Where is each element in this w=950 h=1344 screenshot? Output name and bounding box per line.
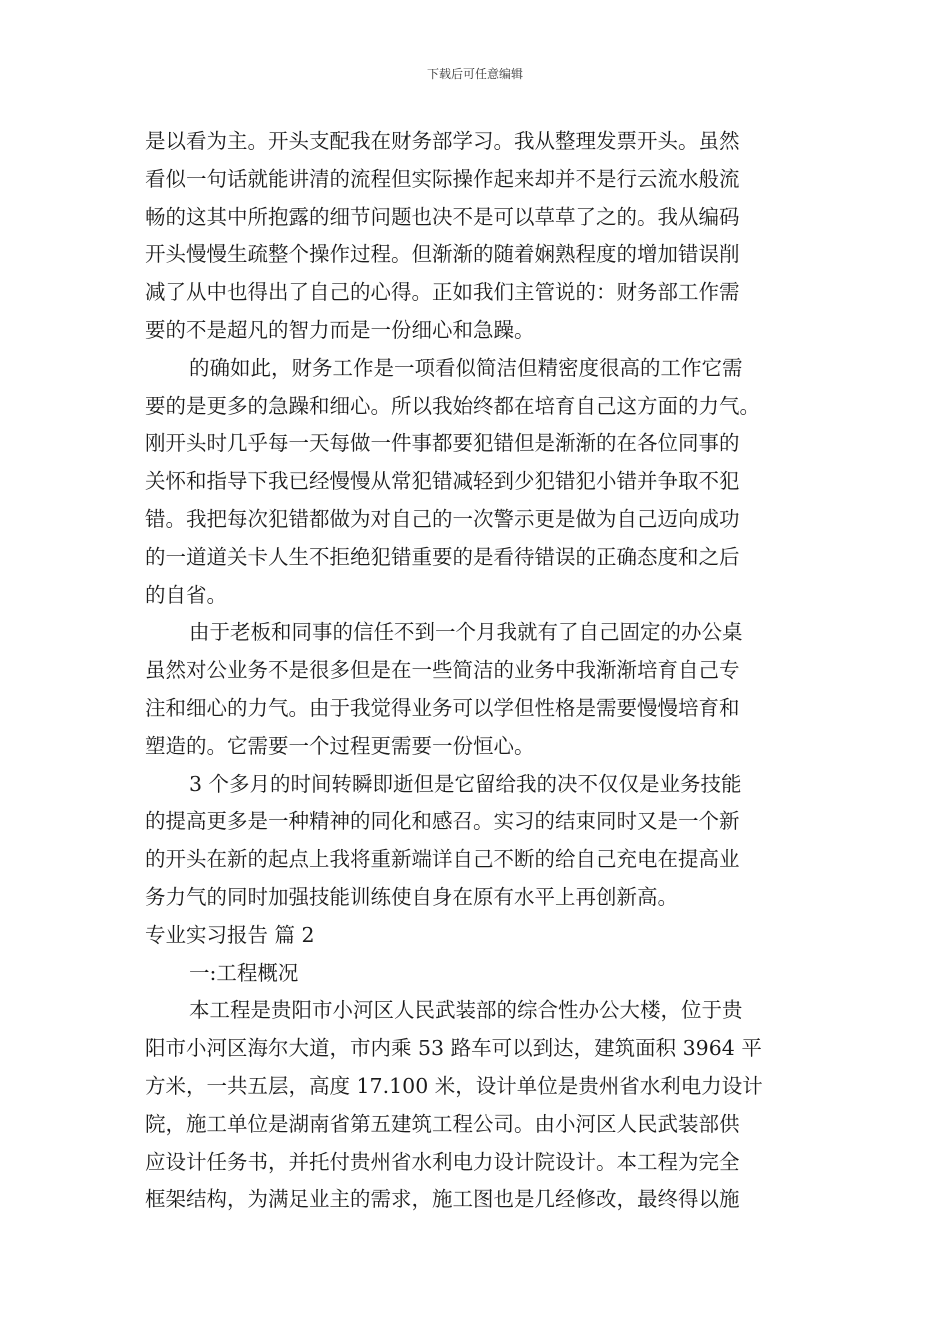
- text-line: 阳市小河区海尔大道，市内乘 53 路车可以到达，建筑面积 3964 平: [145, 1036, 762, 1061]
- text-line: 关怀和指导下我已经慢慢从常犯错减轻到少犯错犯小错并争取不犯: [145, 469, 740, 494]
- text-line: 错。我把每次犯错都做为对自己的一次警示更是做为自己迈向成功: [145, 506, 740, 531]
- text-line: 虽然对公业务不是很多但是在一些简洁的业务中我渐渐培育自己专: [145, 658, 740, 683]
- text-line: 由于老板和同事的信任不到一个月我就有了自己固定的办公桌: [189, 620, 743, 645]
- text-line: 要的是更多的急躁和细心。所以我始终都在培育自己这方面的力气。: [145, 393, 760, 418]
- text-line: 一:工程概况: [189, 960, 299, 985]
- text-line: 刚开头时几乎每一天每做一件事都要犯错但是渐渐的在各位同事的: [145, 431, 740, 456]
- text-line: 应设计任务书，并托付贵州省水利电力设计院设计。本工程为完全: [145, 1149, 740, 1174]
- document-body: [145, 123, 817, 1219]
- text-line: 的确如此，财务工作是一项看似简洁但精密度很高的工作它需: [189, 355, 743, 380]
- text-line: 塑造的。它需要一个过程更需要一份恒心。: [145, 733, 535, 758]
- text-line: 专业实习报告 篇 2: [145, 922, 315, 947]
- text-line: 框架结构，为满足业主的需求，施工图也是几经修改，最终得以施: [145, 1187, 740, 1212]
- paragraph: [145, 123, 817, 350]
- text-line: 院，施工单位是湖南省第五建筑工程公司。由小河区人民武装部供: [145, 1111, 740, 1136]
- paragraph: [145, 766, 817, 917]
- paragraph: [145, 955, 817, 993]
- text-line: 减了从中也得出了自己的心得。正如我们主管说的：财务部工作需: [145, 280, 740, 305]
- text-line: 畅的这其中所抱露的细节问题也决不是可以草草了之的。我从编码: [145, 204, 740, 229]
- text-line: 的开头在新的起点上我将重新端详自己不断的给自己充电在提高业: [145, 847, 740, 872]
- text-line: 本工程是贵阳市小河区人民武装部的综合性办公大楼，位于贵: [189, 998, 743, 1023]
- paragraph: [145, 614, 817, 765]
- text-line: 要的不是超凡的智力而是一份细心和急躁。: [145, 317, 535, 342]
- text-line: 方米，一共五层，高度 17.100 米，设计单位是贵州省水利电力设计: [145, 1073, 763, 1098]
- paragraph: [145, 350, 817, 615]
- text-line: 的一道道关卡人生不拒绝犯错重要的是看待错误的正确态度和之后: [145, 544, 740, 569]
- text-line: 的自省。: [145, 582, 227, 607]
- text-line: 开头慢慢生疏整个操作过程。但渐渐的随着娴熟程度的增加错误削: [145, 242, 740, 267]
- text-line: 务力气的同时加强技能训练使自身在原有水平上再创新高。: [145, 884, 678, 909]
- text-line: 注和细心的力气。由于我觉得业务可以学但性格是需要慢慢培育和: [145, 695, 740, 720]
- text-line: 的提高更多是一种精神的同化和感召。实习的结束同时又是一个新: [145, 809, 740, 834]
- paragraph: [145, 917, 817, 955]
- text-line: 是以看为主。开头支配我在财务部学习。我从整理发票开头。虽然: [145, 129, 740, 153]
- text-line: 看似一句话就能讲清的流程但实际操作起来却并不是行云流水般流: [145, 166, 740, 191]
- paragraph: [145, 992, 817, 1219]
- page-header: 下载后可任意编辑: [426, 67, 523, 81]
- text-line: 3 个多月的时间转瞬即逝但是它留给我的决不仅仅是业务技能: [189, 771, 742, 796]
